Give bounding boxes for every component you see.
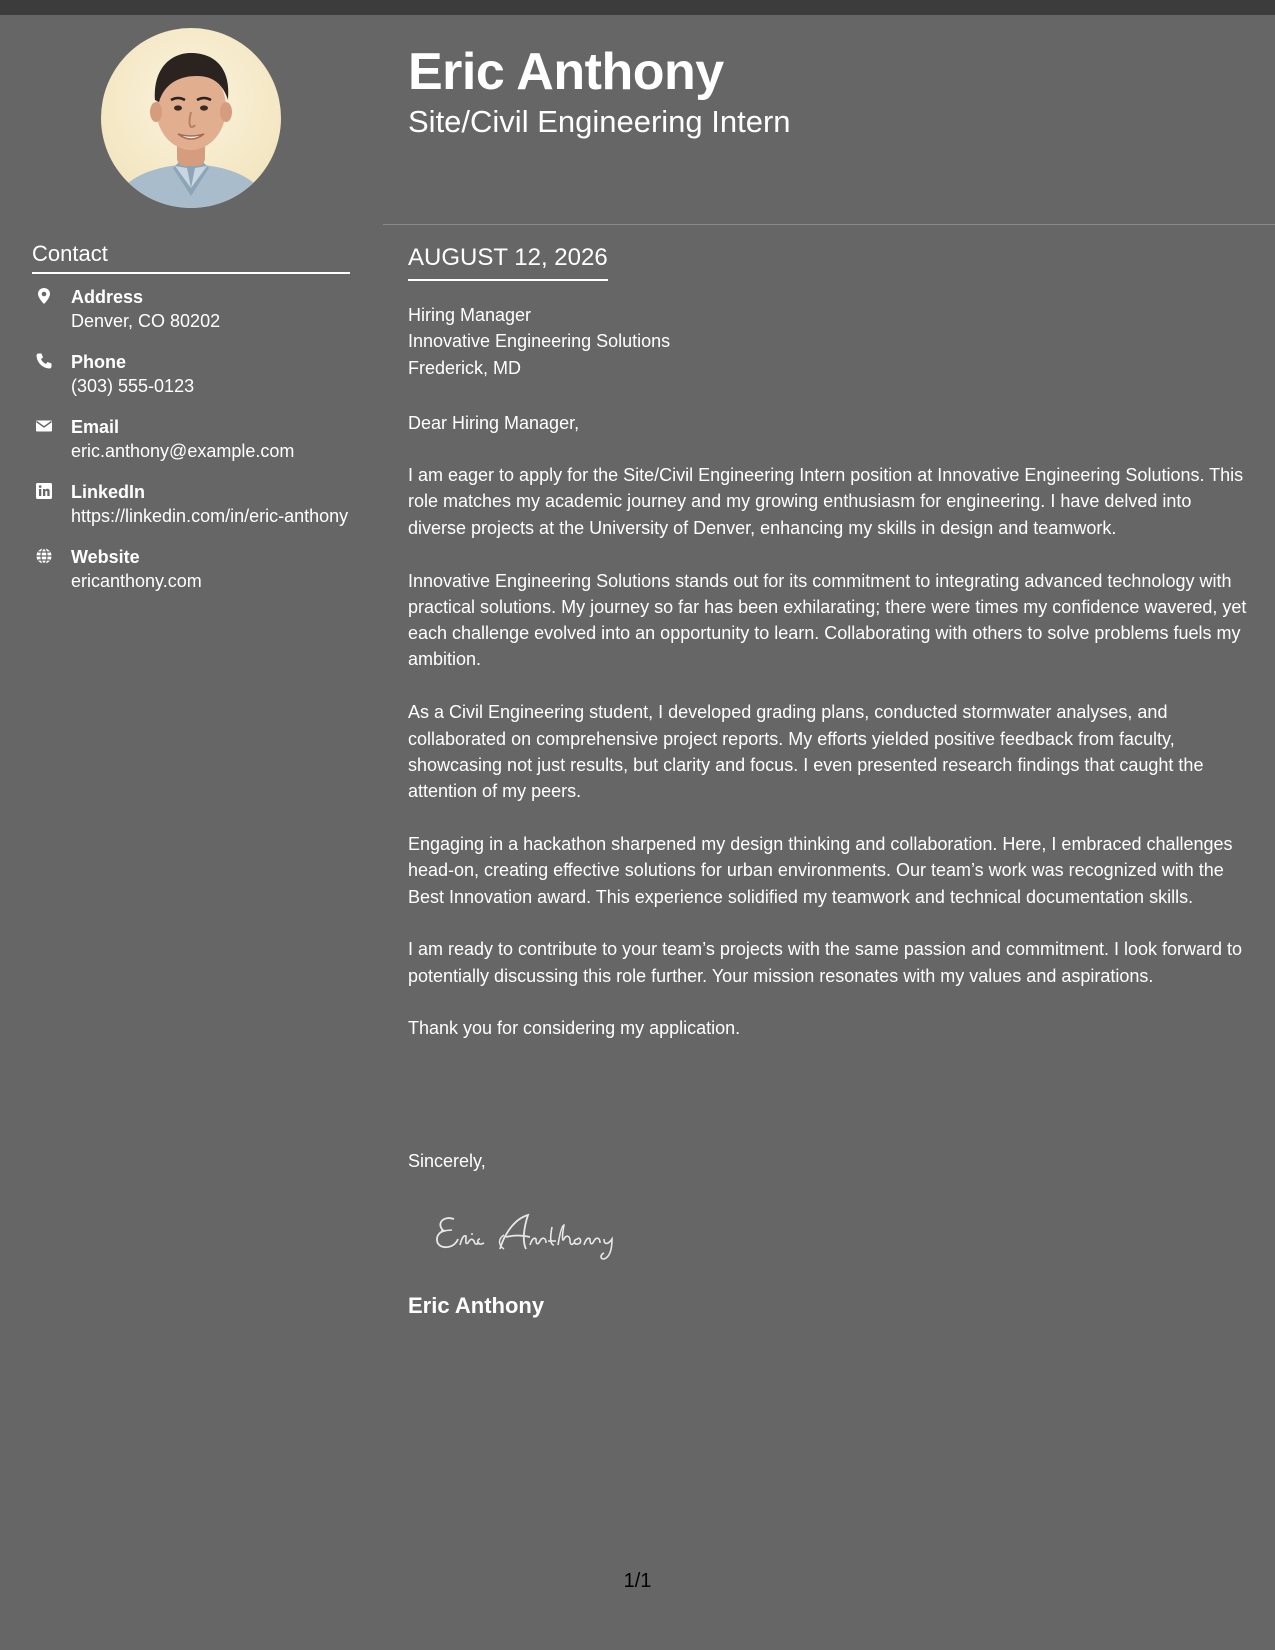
phone-value: (303) 555-0123 bbox=[71, 376, 195, 396]
location-pin-icon bbox=[35, 287, 53, 305]
email-value[interactable]: eric.anthony@example.com bbox=[71, 441, 295, 461]
letter-paragraph: Engaging in a hackathon sharpened my design thinking and collaboration. Here, I embraced challenges head-on, creating effective solutions for urban environments. Our team’s work was recognized with the Best Innovation award. This experience solidified my teamwork and technical documentation skills. bbox=[408, 833, 1233, 907]
contact-list bbox=[32, 285, 352, 610]
letter-paragraph: As a Civil Engineering student, I developed grading plans, conducted stormwater analyses, and collaborated on comprehensive project reports. My efforts yielded positive feedback from faculty, showcasing not just results, but clarity and focus. I even presented research findings that caught the attention of my peers. bbox=[408, 702, 1204, 802]
recipient-name: Hiring Manager bbox=[408, 305, 532, 325]
letter-paragraph: Innovative Engineering Solutions stands out for its commitment to integrating advanced technology with practical solutions. My journey so far has been exhilarating; there were times my confidence wavered, yet each challenge evolved into an opportunity to learn. Collaborating with others to solve problems fuels my ambition. bbox=[408, 570, 1247, 670]
candidate-title: Site/Civil Engineering Intern bbox=[408, 104, 791, 139]
letter-paragraph: Thank you for considering my application. bbox=[408, 1018, 741, 1039]
linkedin-value[interactable]: https://linkedin.com/in/eric-anthony bbox=[71, 506, 349, 526]
address-label: Address bbox=[71, 287, 144, 307]
recipient-block bbox=[408, 302, 1248, 381]
envelope-icon bbox=[35, 417, 53, 435]
closing: Sincerely, bbox=[408, 1151, 486, 1171]
website-label: Website bbox=[71, 547, 140, 567]
website-value[interactable]: ericanthony.com bbox=[71, 571, 202, 591]
signer-name: Eric Anthony bbox=[408, 1293, 545, 1318]
contact-item-email bbox=[32, 415, 352, 463]
linkedin-label: LinkedIn bbox=[71, 482, 146, 502]
email-label: Email bbox=[71, 417, 120, 437]
recipient-location: Frederick, MD bbox=[408, 357, 522, 378]
letter-date: AUGUST 12, 2026 bbox=[408, 243, 608, 281]
handwritten-signature bbox=[432, 1205, 652, 1265]
contact-item-website bbox=[32, 545, 352, 593]
contact-item-phone bbox=[32, 350, 352, 398]
candidate-name: Eric Anthony bbox=[408, 43, 724, 101]
recipient-company: Innovative Engineering Solutions bbox=[408, 331, 671, 352]
letter-paragraph: I am ready to contribute to your team’s projects with the same passion and commitment. I look forward to potentially discussing this role further. Your mission resonates with my values and aspirations. bbox=[408, 939, 1243, 986]
contact-item-address bbox=[32, 285, 352, 333]
contact-item-linkedin bbox=[32, 480, 352, 528]
phone-label: Phone bbox=[71, 352, 127, 372]
profile-photo-illustration bbox=[101, 28, 281, 208]
letter-body bbox=[408, 302, 1248, 1068]
sidebar bbox=[0, 15, 383, 1650]
address-value: Denver, CO 80202 bbox=[71, 311, 221, 331]
top-bar bbox=[0, 0, 1275, 15]
contact-heading: Contact bbox=[32, 241, 350, 274]
linkedin-icon bbox=[35, 482, 53, 500]
globe-icon bbox=[35, 547, 53, 565]
salutation: Dear Hiring Manager, bbox=[408, 412, 580, 433]
profile-photo bbox=[101, 28, 281, 208]
letter-paragraph: I am eager to apply for the Site/Civil Engineering Intern position at Innovative Engineering Solutions. This role matches my academic journey and my growing enthusiasm for engineering. I have delved into diverse projects at the University of Denver, enhancing my skills in design and teamwork. bbox=[408, 465, 1244, 538]
page-number: 1/1 bbox=[623, 1570, 652, 1592]
phone-icon bbox=[35, 352, 53, 370]
header-divider bbox=[383, 224, 1275, 225]
